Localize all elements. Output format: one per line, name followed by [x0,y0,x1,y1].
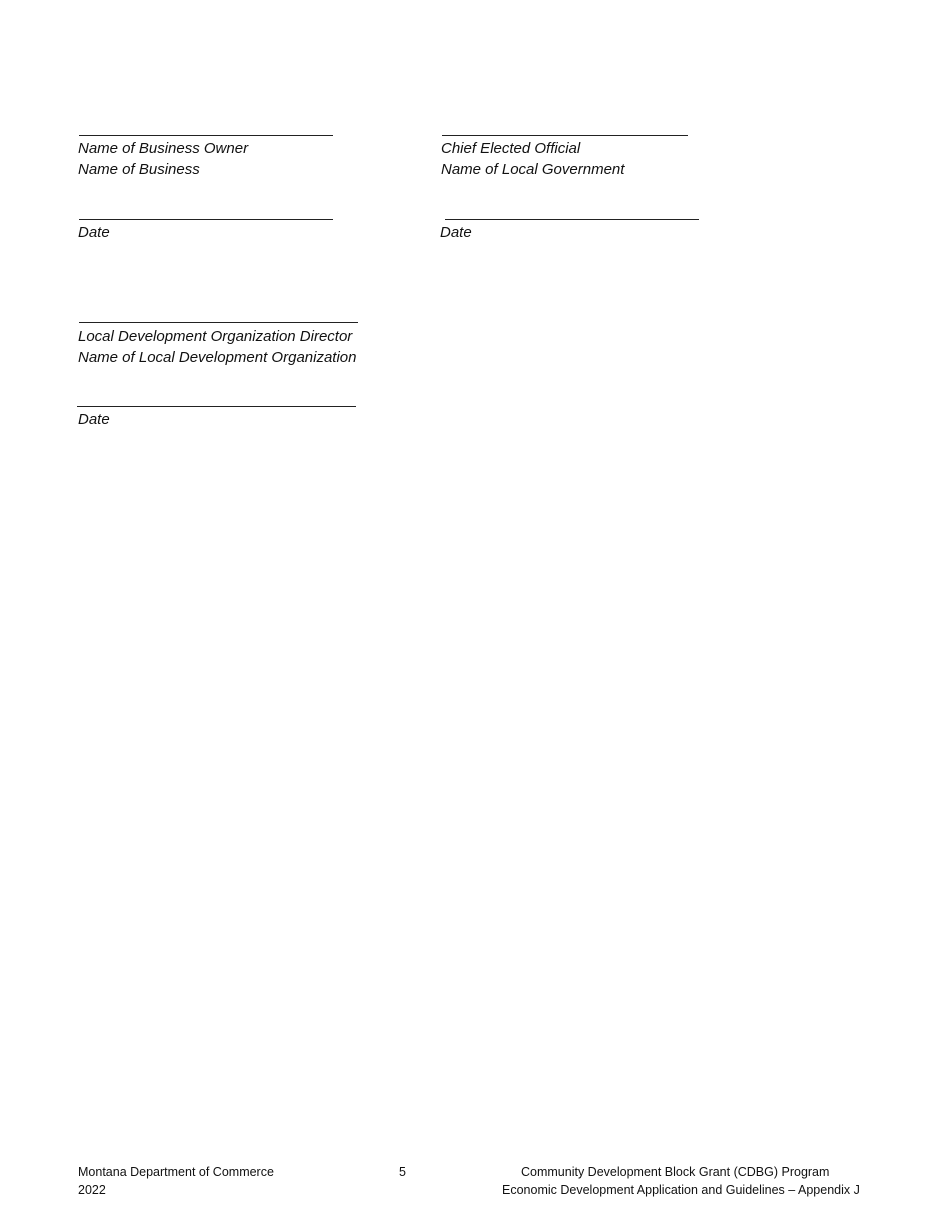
business-date-line[interactable] [79,219,333,220]
business-owner-name-label: Name of Business Owner [78,140,249,157]
footer-program-title: Community Development Block Grant (CDBG) Program [521,1165,830,1179]
chief-elected-official-label: Chief Elected Official [441,140,581,157]
ldo-director-signature-line[interactable] [79,322,358,323]
ldo-date-label: Date [78,411,110,428]
government-date-line[interactable] [445,219,699,220]
local-government-name-label: Name of Local Government [441,161,625,178]
footer-organization: Montana Department of Commerce [78,1165,274,1179]
business-owner-signature-line[interactable] [79,135,333,136]
page-number: 5 [399,1165,406,1179]
government-date-label: Date [440,224,472,241]
business-date-label: Date [78,224,110,241]
footer-year: 2022 [78,1183,106,1197]
chief-elected-official-signature-line[interactable] [442,135,688,136]
ldo-name-label: Name of Local Development Organization [78,349,357,366]
footer-document-title: Economic Development Application and Guidelines – Appendix J [502,1183,860,1197]
ldo-date-line[interactable] [77,406,356,407]
business-name-label: Name of Business [78,161,200,178]
ldo-director-label: Local Development Organization Director [78,328,353,345]
